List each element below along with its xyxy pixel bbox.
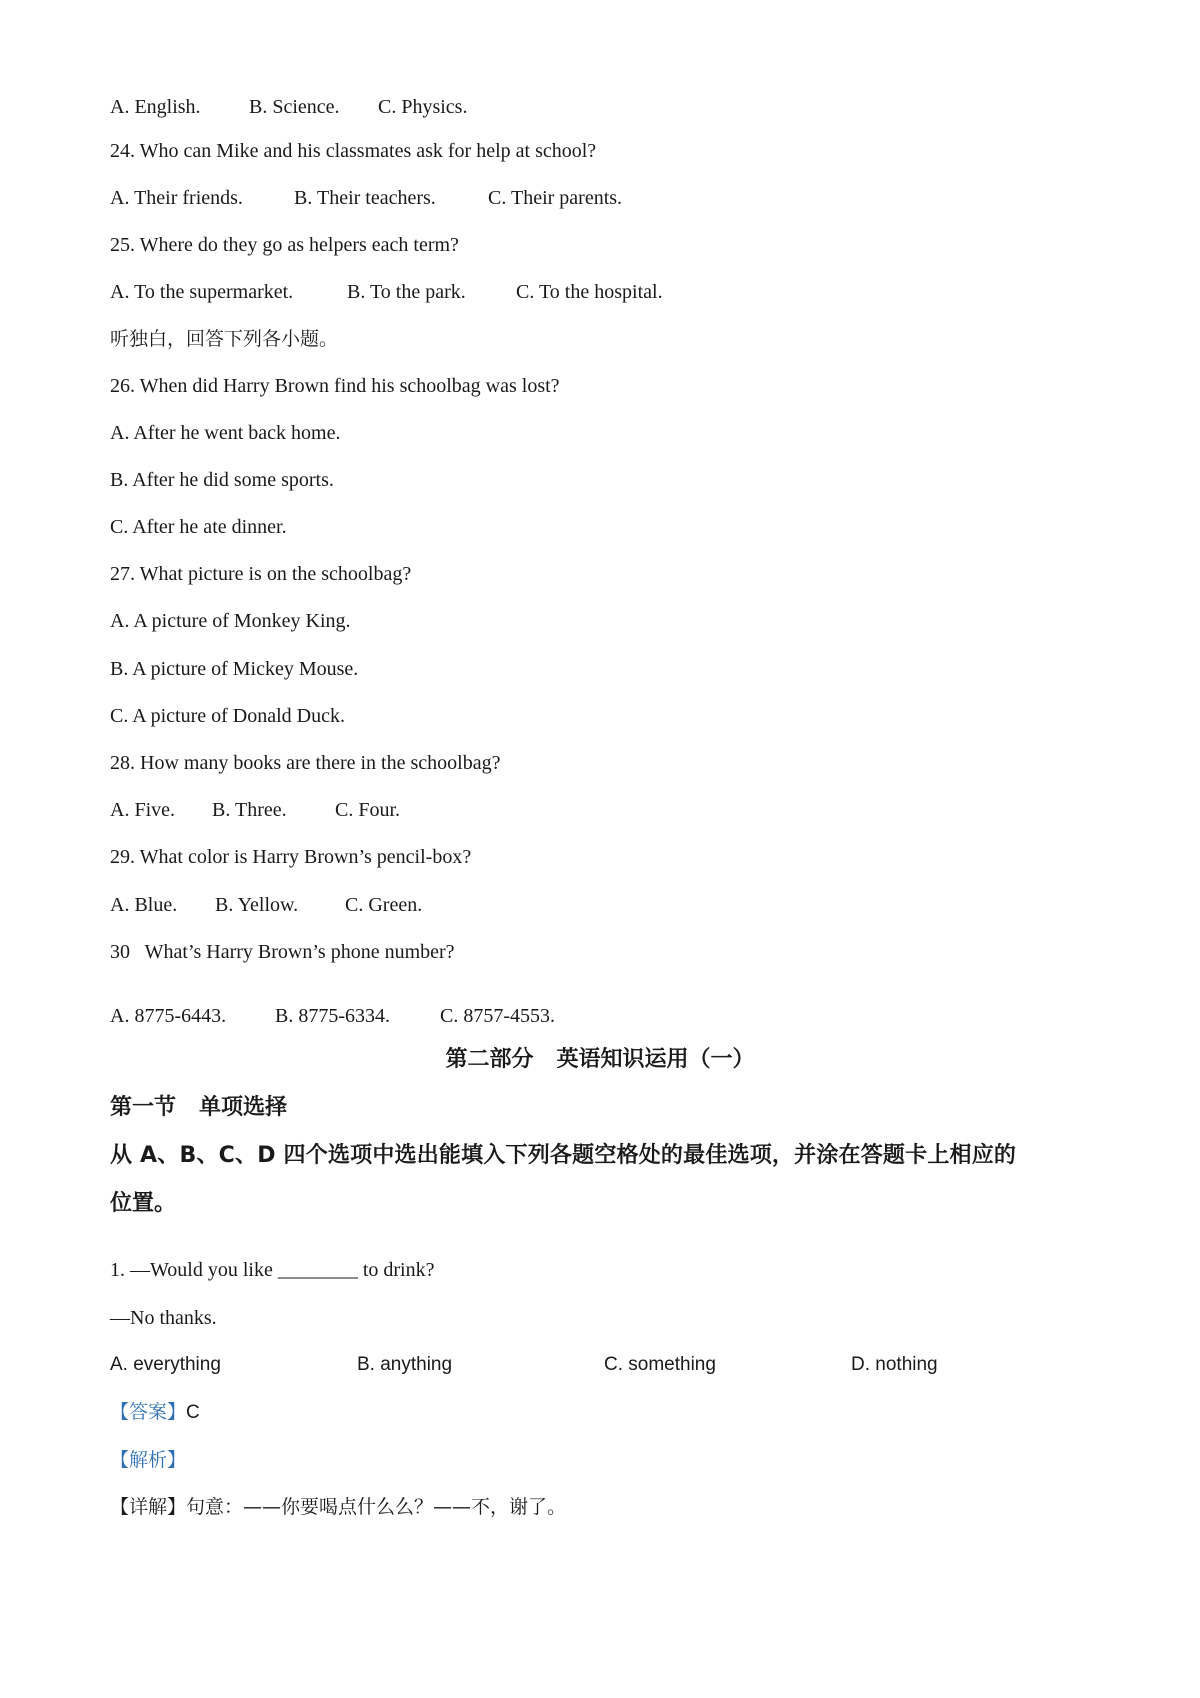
q28-option-b: B. Three.	[212, 799, 287, 821]
q26-question: 26. When did Harry Brown find his schoolbag was lost?	[110, 375, 560, 397]
q29-option-a: A. Blue.	[110, 894, 178, 916]
answer-label: 【答案】	[110, 1401, 187, 1423]
detail-text: 句意：——你要喝点什么么？——不，谢了。	[186, 1496, 567, 1518]
q23-option-c: C. Physics.	[378, 96, 468, 118]
monologue-instruction: 听独白，回答下列各小题。	[110, 328, 339, 350]
q1-option-a: A. everything	[110, 1354, 221, 1375]
q27-option-c: C. A picture of Donald Duck.	[110, 705, 345, 727]
instruction-line-1: 从 A、B、C、D 四个选项中选出能填入下列各题空格处的最佳选项，并涂在答题卡上相应的	[110, 1143, 1017, 1168]
q30-option-c: C. 8757-4553.	[440, 1005, 555, 1027]
part2-title: 第二部分 英语知识运用（一）	[445, 1047, 755, 1072]
q26-option-c: C. After he ate dinner.	[110, 516, 287, 538]
answer-line	[110, 1399, 200, 1426]
q25-option-a: A. To the supermarket.	[110, 281, 294, 303]
q24-option-a: A. Their friends.	[110, 187, 243, 209]
answer-value: C	[186, 1402, 200, 1423]
q27-option-a: A. A picture of Monkey King.	[110, 610, 351, 632]
q26-option-a: A. After he went back home.	[110, 422, 341, 444]
q23-option-a: A. English.	[110, 96, 201, 118]
q25-option-b: B. To the park.	[347, 281, 466, 303]
detail-line	[110, 1494, 566, 1520]
instruction-line-2: 位置。	[110, 1191, 177, 1216]
q24-option-b: B. Their teachers.	[294, 187, 436, 209]
q24-option-c: C. Their parents.	[488, 187, 623, 209]
q27-option-b: B. A picture of Mickey Mouse.	[110, 658, 359, 680]
q30-option-b: B. 8775-6334.	[275, 1005, 390, 1027]
analysis-label: 【解析】	[110, 1449, 187, 1471]
q24-question: 24. Who can Mike and his classmates ask for help at school?	[110, 140, 597, 162]
q28-question: 28. How many books are there in the schoolbag?	[110, 752, 501, 774]
q1-question: 1. —Would you like ________ to drink?	[110, 1259, 435, 1281]
q28-option-a: A. Five.	[110, 799, 175, 821]
q29-option-b: B. Yellow.	[215, 894, 299, 916]
section-title: 第一节 单项选择	[110, 1095, 287, 1120]
q1-reply: —No thanks.	[110, 1307, 217, 1329]
q25-question: 25. Where do they go as helpers each term?	[110, 234, 459, 256]
q30-option-a: A. 8775-6443.	[110, 1005, 227, 1027]
q1-option-c: C. something	[604, 1354, 716, 1375]
q30-question: 30 What’s Harry Brown’s phone number?	[110, 941, 455, 963]
q23-option-b: B. Science.	[249, 96, 340, 118]
q27-question: 27. What picture is on the schoolbag?	[110, 563, 412, 585]
q29-option-c: C. Green.	[345, 894, 423, 916]
q28-option-c: C. Four.	[335, 799, 401, 821]
q26-option-b: B. After he did some sports.	[110, 469, 334, 491]
detail-label: 【详解】	[110, 1496, 187, 1518]
q1-option-b: B. anything	[357, 1354, 453, 1375]
q25-option-c: C. To the hospital.	[516, 281, 663, 303]
q29-question: 29. What color is Harry Brown’s pencil-box?	[110, 846, 472, 868]
q1-option-d: D. nothing	[851, 1354, 938, 1375]
